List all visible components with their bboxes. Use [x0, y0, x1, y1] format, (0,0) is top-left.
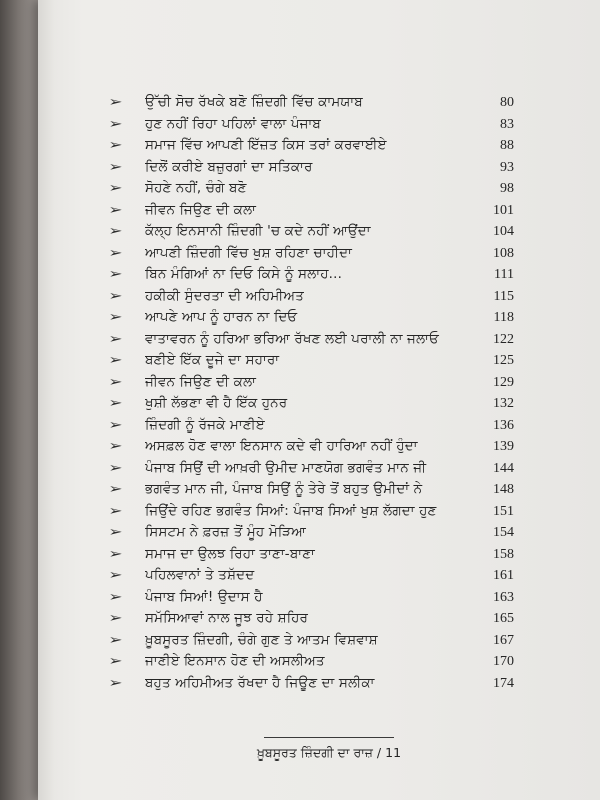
- toc-entry: [38, 436, 600, 458]
- toc-entry-title: ਖੁਸ਼ੀ ਲੱਭਣਾ ਵੀ ਹੈ ਇੱਕ ਹੁਨਰ: [145, 396, 288, 411]
- table-of-contents: [38, 92, 600, 694]
- arrow-bullet-icon: ➢: [108, 310, 123, 325]
- toc-entry-title: ਬਣੀਏ ਇੱਕ ਦੂਜੇ ਦਾ ਸਹਾਰਾ: [145, 353, 280, 368]
- toc-entry-page-number: 161: [493, 568, 514, 583]
- toc-entry-title: ਆਪਣੇ ਆਪ ਨੂੰ ਹਾਰਨ ਨਾ ਦਿਓ: [145, 310, 298, 325]
- toc-entry: [38, 458, 600, 480]
- arrow-bullet-icon: ➢: [108, 568, 123, 583]
- arrow-bullet-icon: ➢: [108, 202, 123, 218]
- toc-entry: [38, 673, 600, 695]
- toc-entry: [38, 608, 600, 630]
- toc-entry: [38, 350, 600, 372]
- toc-entry-title: ਜੀਵਨ ਜਿਉਣ ਦੀ ਕਲਾ: [145, 374, 257, 390]
- toc-entry-page-number: 115: [493, 288, 514, 304]
- toc-entry-title: ਪਹਿਲਵਾਨਾਂ ਤੇ ਤਸ਼ੱਦਦ: [145, 568, 255, 583]
- toc-entry-title: ਸੋਹਣੇ ਨਹੀਂ, ਚੰਗੇ ਬਣੋ: [145, 181, 247, 196]
- toc-entry-title: ਦਿਲੋਂ ਕਰੀਏ ਬਜ਼ੁਰਗਾਂ ਦਾ ਸਤਿਕਾਰ: [145, 159, 313, 175]
- toc-entry: [38, 157, 600, 179]
- toc-entry-title: ਬਹੁਤ ਅਹਿਮੀਅਤ ਰੱਖਦਾ ਹੈ ਜਿਊਣ ਦਾ ਸਲੀਕਾ: [145, 675, 375, 691]
- toc-entry-page-number: 125: [493, 353, 514, 368]
- footer-rule: [264, 737, 394, 738]
- arrow-bullet-icon: ➢: [108, 396, 123, 411]
- arrow-bullet-icon: ➢: [108, 589, 123, 605]
- toc-entry-title: ਸਮਾਜ ਵਿੱਚ ਆਪਣੀ ਇੱਜ਼ਤ ਕਿਸ ਤਰਾਂ ਕਰਵਾਈਏ: [145, 138, 387, 153]
- arrow-bullet-icon: ➢: [108, 267, 123, 282]
- arrow-bullet-icon: ➢: [108, 116, 123, 132]
- arrow-bullet-icon: ➢: [108, 632, 123, 648]
- toc-entry-title: ਬਿਨ ਮੰਗਿਆਂ ਨਾ ਦਿਓ ਕਿਸੇ ਨੂੰ ਸਲਾਹ...: [145, 267, 343, 282]
- book-page: [38, 0, 600, 800]
- running-title-page-number: ਖ਼ੂਬਸੂਰਤ ਜ਼ਿੰਦਗੀ ਦਾ ਰਾਜ਼ / 11: [256, 745, 402, 760]
- toc-entry: [38, 415, 600, 437]
- toc-entry-page-number: 101: [493, 202, 514, 218]
- toc-entry-page-number: 104: [493, 224, 514, 239]
- arrow-bullet-icon: ➢: [108, 138, 123, 153]
- toc-entry-page-number: 136: [493, 417, 514, 433]
- toc-entry: [38, 479, 600, 501]
- toc-entry-title: ਅਸਫ਼ਲ ਹੋਣ ਵਾਲਾ ਇਨਸਾਨ ਕਦੇ ਵੀ ਹਾਰਿਆ ਨਹੀਂ ਹੁੰਦਾ: [145, 439, 418, 454]
- arrow-bullet-icon: ➢: [108, 288, 123, 304]
- toc-entry-page-number: 83: [500, 116, 514, 132]
- toc-entry-page-number: 80: [500, 95, 514, 110]
- toc-entry-title: ਪੰਜਾਬ ਸਿਉਂ ਦੀ ਆਖ਼ਰੀ ਉਮੀਦ ਮਾਣਯੋਗ ਭਗਵੰਤ ਮਾਨ ਜੀ: [145, 460, 427, 476]
- toc-entry-page-number: 98: [500, 181, 514, 196]
- toc-entry-page-number: 151: [493, 503, 514, 519]
- toc-entry: [38, 329, 600, 351]
- arrow-bullet-icon: ➢: [108, 374, 123, 390]
- toc-entry-title: ਜਾਣੀਏ ਇਨਸਾਨ ਹੋਣ ਦੀ ਅਸਲੀਅਤ: [145, 654, 325, 669]
- arrow-bullet-icon: ➢: [108, 482, 123, 497]
- toc-entry: [38, 221, 600, 243]
- toc-entry-page-number: 111: [494, 267, 514, 282]
- arrow-bullet-icon: ➢: [108, 675, 123, 691]
- toc-entry: [38, 264, 600, 286]
- arrow-bullet-icon: ➢: [108, 654, 123, 669]
- arrow-bullet-icon: ➢: [108, 95, 123, 110]
- arrow-bullet-icon: ➢: [108, 525, 123, 540]
- toc-entry-page-number: 139: [493, 439, 514, 454]
- toc-entry-page-number: 158: [493, 546, 514, 562]
- toc-entry-page-number: 129: [493, 374, 514, 390]
- toc-entry-title: ਭਗਵੰਤ ਮਾਨ ਜੀ, ਪੰਜਾਬ ਸਿਉਂ ਨੂੰ ਤੇਰੇ ਤੋਂ ਬਹੁਤ ਉਮੀਦਾਂ ਨੇ: [145, 482, 423, 497]
- toc-entry-page-number: 174: [493, 675, 514, 691]
- arrow-bullet-icon: ➢: [108, 159, 123, 175]
- toc-entry: [38, 178, 600, 200]
- toc-entry-page-number: 122: [493, 331, 514, 347]
- toc-entry: [38, 565, 600, 587]
- toc-entry: [38, 372, 600, 394]
- toc-entry: [38, 651, 600, 673]
- toc-entry: [38, 243, 600, 265]
- toc-entry: [38, 393, 600, 415]
- arrow-bullet-icon: ➢: [108, 224, 123, 239]
- arrow-bullet-icon: ➢: [108, 460, 123, 476]
- arrow-bullet-icon: ➢: [108, 417, 123, 433]
- toc-entry: [38, 544, 600, 566]
- toc-entry-page-number: 118: [493, 310, 514, 325]
- toc-entry-page-number: 148: [493, 482, 514, 497]
- toc-entry: [38, 630, 600, 652]
- toc-entry: [38, 114, 600, 136]
- toc-entry: [38, 135, 600, 157]
- toc-entry: [38, 286, 600, 308]
- arrow-bullet-icon: ➢: [108, 439, 123, 454]
- toc-entry-page-number: 144: [493, 460, 514, 476]
- toc-entry-title: ਜ਼ਿੰਦਗੀ ਨੂੰ ਰੱਜਕੇ ਮਾਣੀਏ: [145, 417, 265, 433]
- arrow-bullet-icon: ➢: [108, 503, 123, 519]
- arrow-bullet-icon: ➢: [108, 611, 123, 626]
- toc-entry: [38, 587, 600, 609]
- toc-entry-title: ਕੱਲ੍ਹ ਇਨਸਾਨੀ ਜ਼ਿੰਦਗੀ 'ਚ ਕਦੇ ਨਹੀਂ ਆਉਂਦਾ: [145, 224, 371, 239]
- toc-entry: [38, 522, 600, 544]
- toc-entry-page-number: 108: [493, 245, 514, 261]
- toc-entry-page-number: 165: [493, 611, 514, 626]
- toc-entry-title: ਜਿਉਂਦੇ ਰਹਿਣ ਭਗਵੰਤ ਸਿਆਂ: ਪੰਜਾਬ ਸਿਆਂ ਖੁਸ਼ ਲੱਗਦਾ ਹੁਣ: [145, 503, 437, 519]
- toc-entry-title: ਉੱਚੀ ਸੋਚ ਰੱਖਕੇ ਬਣੋ ਜ਼ਿੰਦਗੀ ਵਿੱਚ ਕਾਮਯਾਬ: [145, 95, 363, 110]
- toc-entry-page-number: 132: [493, 396, 514, 411]
- toc-entry: [38, 501, 600, 523]
- toc-entry-page-number: 163: [493, 589, 514, 605]
- toc-entry-title: ਆਪਣੀ ਜ਼ਿੰਦਗੀ ਵਿੱਚ ਖੁਸ਼ ਰਹਿਣਾ ਚਾਹੀਦਾ: [145, 245, 353, 261]
- toc-entry-title: ਜੀਵਨ ਜਿਉਣ ਦੀ ਕਲਾ: [145, 202, 257, 218]
- page-footer: [38, 737, 600, 761]
- arrow-bullet-icon: ➢: [108, 546, 123, 562]
- toc-entry: [38, 92, 600, 114]
- arrow-bullet-icon: ➢: [108, 331, 123, 347]
- toc-entry-title: ਸਿਸਟਮ ਨੇ ਫ਼ਰਜ਼ ਤੋਂ ਮੂੰਹ ਮੋੜਿਆ: [145, 525, 306, 540]
- toc-entry-page-number: 88: [500, 138, 514, 153]
- arrow-bullet-icon: ➢: [108, 245, 123, 261]
- toc-entry-title: ਸਮੱਸਿਆਵਾਂ ਨਾਲ ਜੂਝ ਰਹੇ ਸ਼ਹਿਰ: [145, 611, 309, 626]
- toc-entry-title: ਵਾਤਾਵਰਨ ਨੂੰ ਹਰਿਆ ਭਰਿਆ ਰੱਖਣ ਲਈ ਪਰਾਲੀ ਨਾ ਜਲਾਓ: [145, 331, 439, 347]
- toc-entry-title: ਹੁਣ ਨਹੀਂ ਰਿਹਾ ਪਹਿਲਾਂ ਵਾਲਾ ਪੰਜਾਬ: [145, 116, 321, 132]
- toc-entry: [38, 307, 600, 329]
- toc-entry-page-number: 167: [493, 632, 514, 648]
- toc-entry-title: ਖ਼ੂਬਸੂਰਤ ਜ਼ਿੰਦਗੀ, ਚੰਗੇ ਗੁਣ ਤੇ ਆਤਮ ਵਿਸ਼ਵਾਸ਼: [145, 632, 378, 648]
- arrow-bullet-icon: ➢: [108, 181, 123, 196]
- toc-entry-page-number: 170: [493, 654, 514, 669]
- toc-entry-page-number: 93: [500, 159, 514, 175]
- toc-entry-title: ਪੰਜਾਬ ਸਿਆਂ! ਉਦਾਸ ਹੈ: [145, 589, 263, 605]
- toc-entry-title: ਹਕੀਕੀ ਸੁੰਦਰਤਾ ਦੀ ਅਹਿਮੀਅਤ: [145, 288, 304, 304]
- toc-entry-title: ਸਮਾਜ ਦਾ ਉਲਝ ਰਿਹਾ ਤਾਣਾ-ਬਾਣਾ: [145, 546, 315, 562]
- arrow-bullet-icon: ➢: [108, 353, 123, 368]
- toc-entry-page-number: 154: [493, 525, 514, 540]
- toc-entry: [38, 200, 600, 222]
